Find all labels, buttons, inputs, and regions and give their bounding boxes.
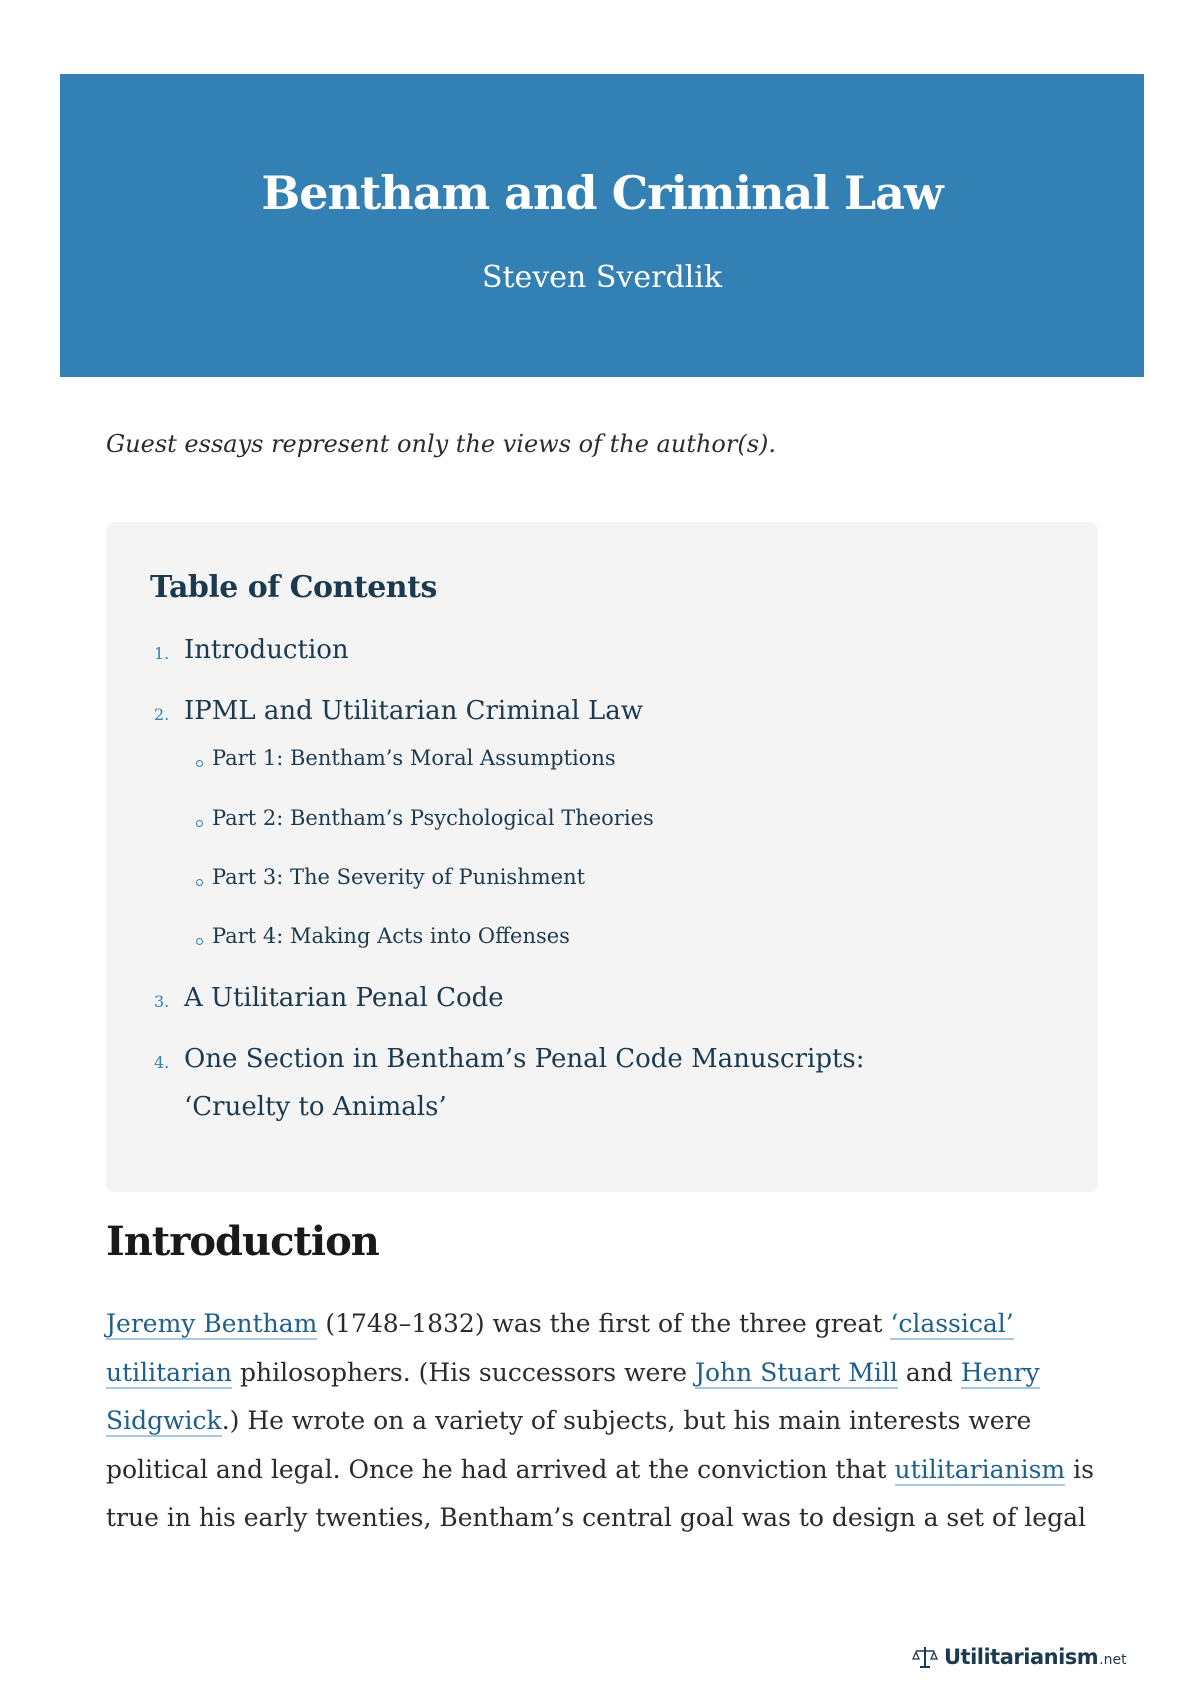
link-jeremy-bentham[interactable]: Jeremy Bentham — [106, 1309, 318, 1338]
author-name: Steven Sverdlik — [481, 260, 723, 295]
paragraph-text: is true in his early twenties, Bentham’s central goal was to design a set of legal — [106, 1454, 1094, 1532]
toc-item-number: 3. — [154, 992, 170, 1011]
paragraph-text: .) He wrote on a variety of subjects, but his main interests were political and legal. Once he had arrived at the conviction that — [106, 1406, 1032, 1484]
toc-link-introduction[interactable]: Introduction — [184, 635, 349, 665]
toc-item-number: 4. — [154, 1053, 170, 1072]
toc-item-number: 1. — [154, 644, 170, 663]
scales-icon — [912, 1644, 938, 1670]
toc-link-cruelty-to-animals[interactable]: One Section in Bentham’s Penal Code Manuscripts: ‘Cruelty to Animals’ — [184, 1044, 865, 1122]
paragraph-text: philosophers. (His successors were — [232, 1357, 695, 1387]
toc-link-penal-code[interactable]: A Utilitarian Penal Code — [184, 983, 504, 1013]
toc-link-part-4[interactable]: Part 4: Making Acts into Offenses — [212, 924, 570, 948]
paragraph-text: (1748–1832) was the first of the three great — [317, 1309, 891, 1338]
page-title: Bentham and Criminal Law — [261, 166, 943, 220]
body-paragraph — [106, 1300, 1096, 1543]
logo-name: Utilitarianism — [944, 1645, 1099, 1669]
link-henry-sidgwick[interactable]: Henry Sidgwick — [106, 1357, 1040, 1435]
toc-link-part-2[interactable]: Part 2: Bentham’s Psychological Theories — [212, 806, 654, 830]
paragraph-text: and — [897, 1357, 961, 1387]
link-utilitarianism[interactable]: utilitarianism — [894, 1454, 1066, 1484]
bullet-icon — [196, 938, 203, 945]
toc-link-ipml[interactable]: IPML and Utilitarian Criminal Law — [184, 696, 644, 726]
bullet-icon — [196, 820, 203, 827]
disclaimer: Guest essays represent only the views of the author(s). — [106, 430, 777, 458]
toc-link-part-3[interactable]: Part 3: The Severity of Punishment — [212, 865, 586, 889]
section-heading: Introduction — [106, 1218, 379, 1265]
toc-heading: Table of Contents — [150, 570, 437, 605]
toc-link-part-1[interactable]: Part 1: Bentham’s Moral Assumptions — [212, 746, 616, 770]
bullet-icon — [196, 879, 203, 886]
link-john-stuart-mill[interactable]: John Stuart Mill — [694, 1357, 898, 1387]
link-classical-utilitarian[interactable]: ‘classical’ utilitarian — [106, 1309, 1014, 1387]
toc-item-number: 2. — [154, 705, 170, 724]
page-header — [60, 74, 1144, 377]
table-of-contents — [106, 522, 1098, 1192]
site-logo[interactable] — [912, 1642, 1127, 1672]
logo-tld: .net — [1099, 1652, 1127, 1668]
bullet-icon — [196, 760, 203, 767]
